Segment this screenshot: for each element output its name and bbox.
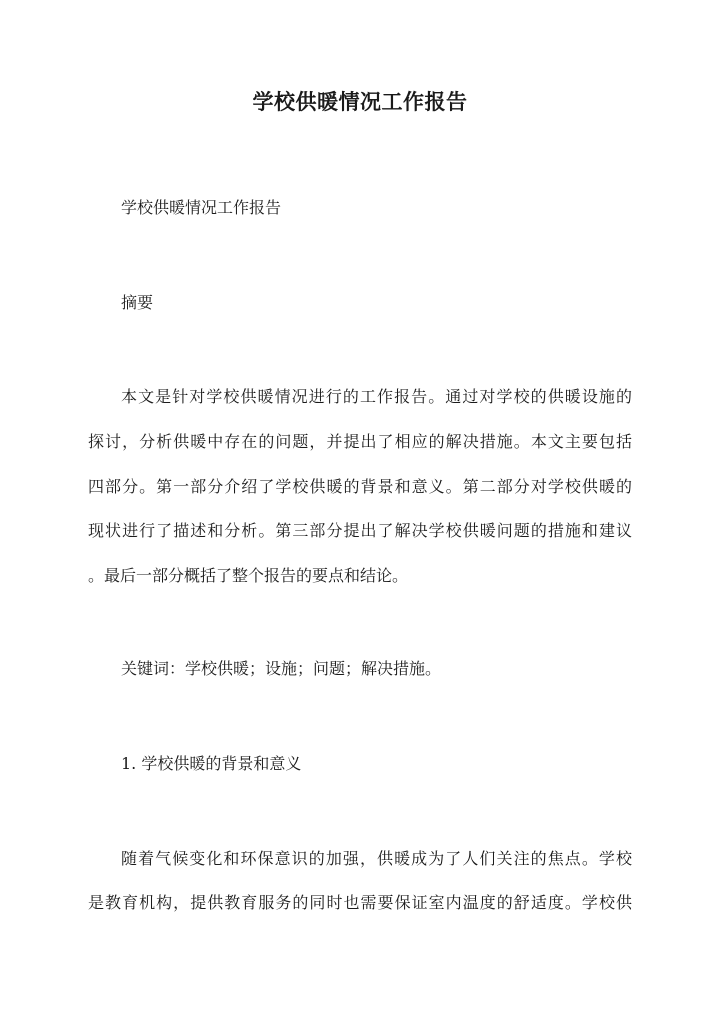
keywords: 关键词：学校供暖；设施；问题；解决措施。 bbox=[121, 659, 442, 678]
abstract-line: 。最后一部分概括了整个报告的要点和结论。 bbox=[88, 566, 409, 585]
section-heading: 1. 学校供暖的背景和意义 bbox=[121, 754, 302, 773]
document-title: 学校供暖情况工作报告 bbox=[252, 89, 468, 114]
abstract-heading: 摘要 bbox=[121, 293, 154, 312]
abstract-line: 探讨，分析供暖中存在的问题，并提出了相应的解决措施。本文主要包括 bbox=[88, 432, 632, 451]
abstract-line: 现状进行了描述和分析。第三部分提出了解决学校供暖问题的措施和建议 bbox=[88, 521, 632, 540]
abstract-line: 本文是针对学校供暖情况进行的工作报告。通过对学校的供暖设施的 bbox=[121, 387, 632, 406]
body-line: 随着气候变化和环保意识的加强，供暖成为了人们关注的焦点。学校 bbox=[121, 849, 632, 868]
body-line: 是教育机构，提供教育服务的同时也需要保证室内温度的舒适度。学校供 bbox=[88, 893, 632, 912]
subtitle: 学校供暖情况工作报告 bbox=[121, 198, 282, 217]
abstract-line: 四部分。第一部分介绍了学校供暖的背景和意义。第二部分对学校供暖的 bbox=[88, 477, 632, 496]
